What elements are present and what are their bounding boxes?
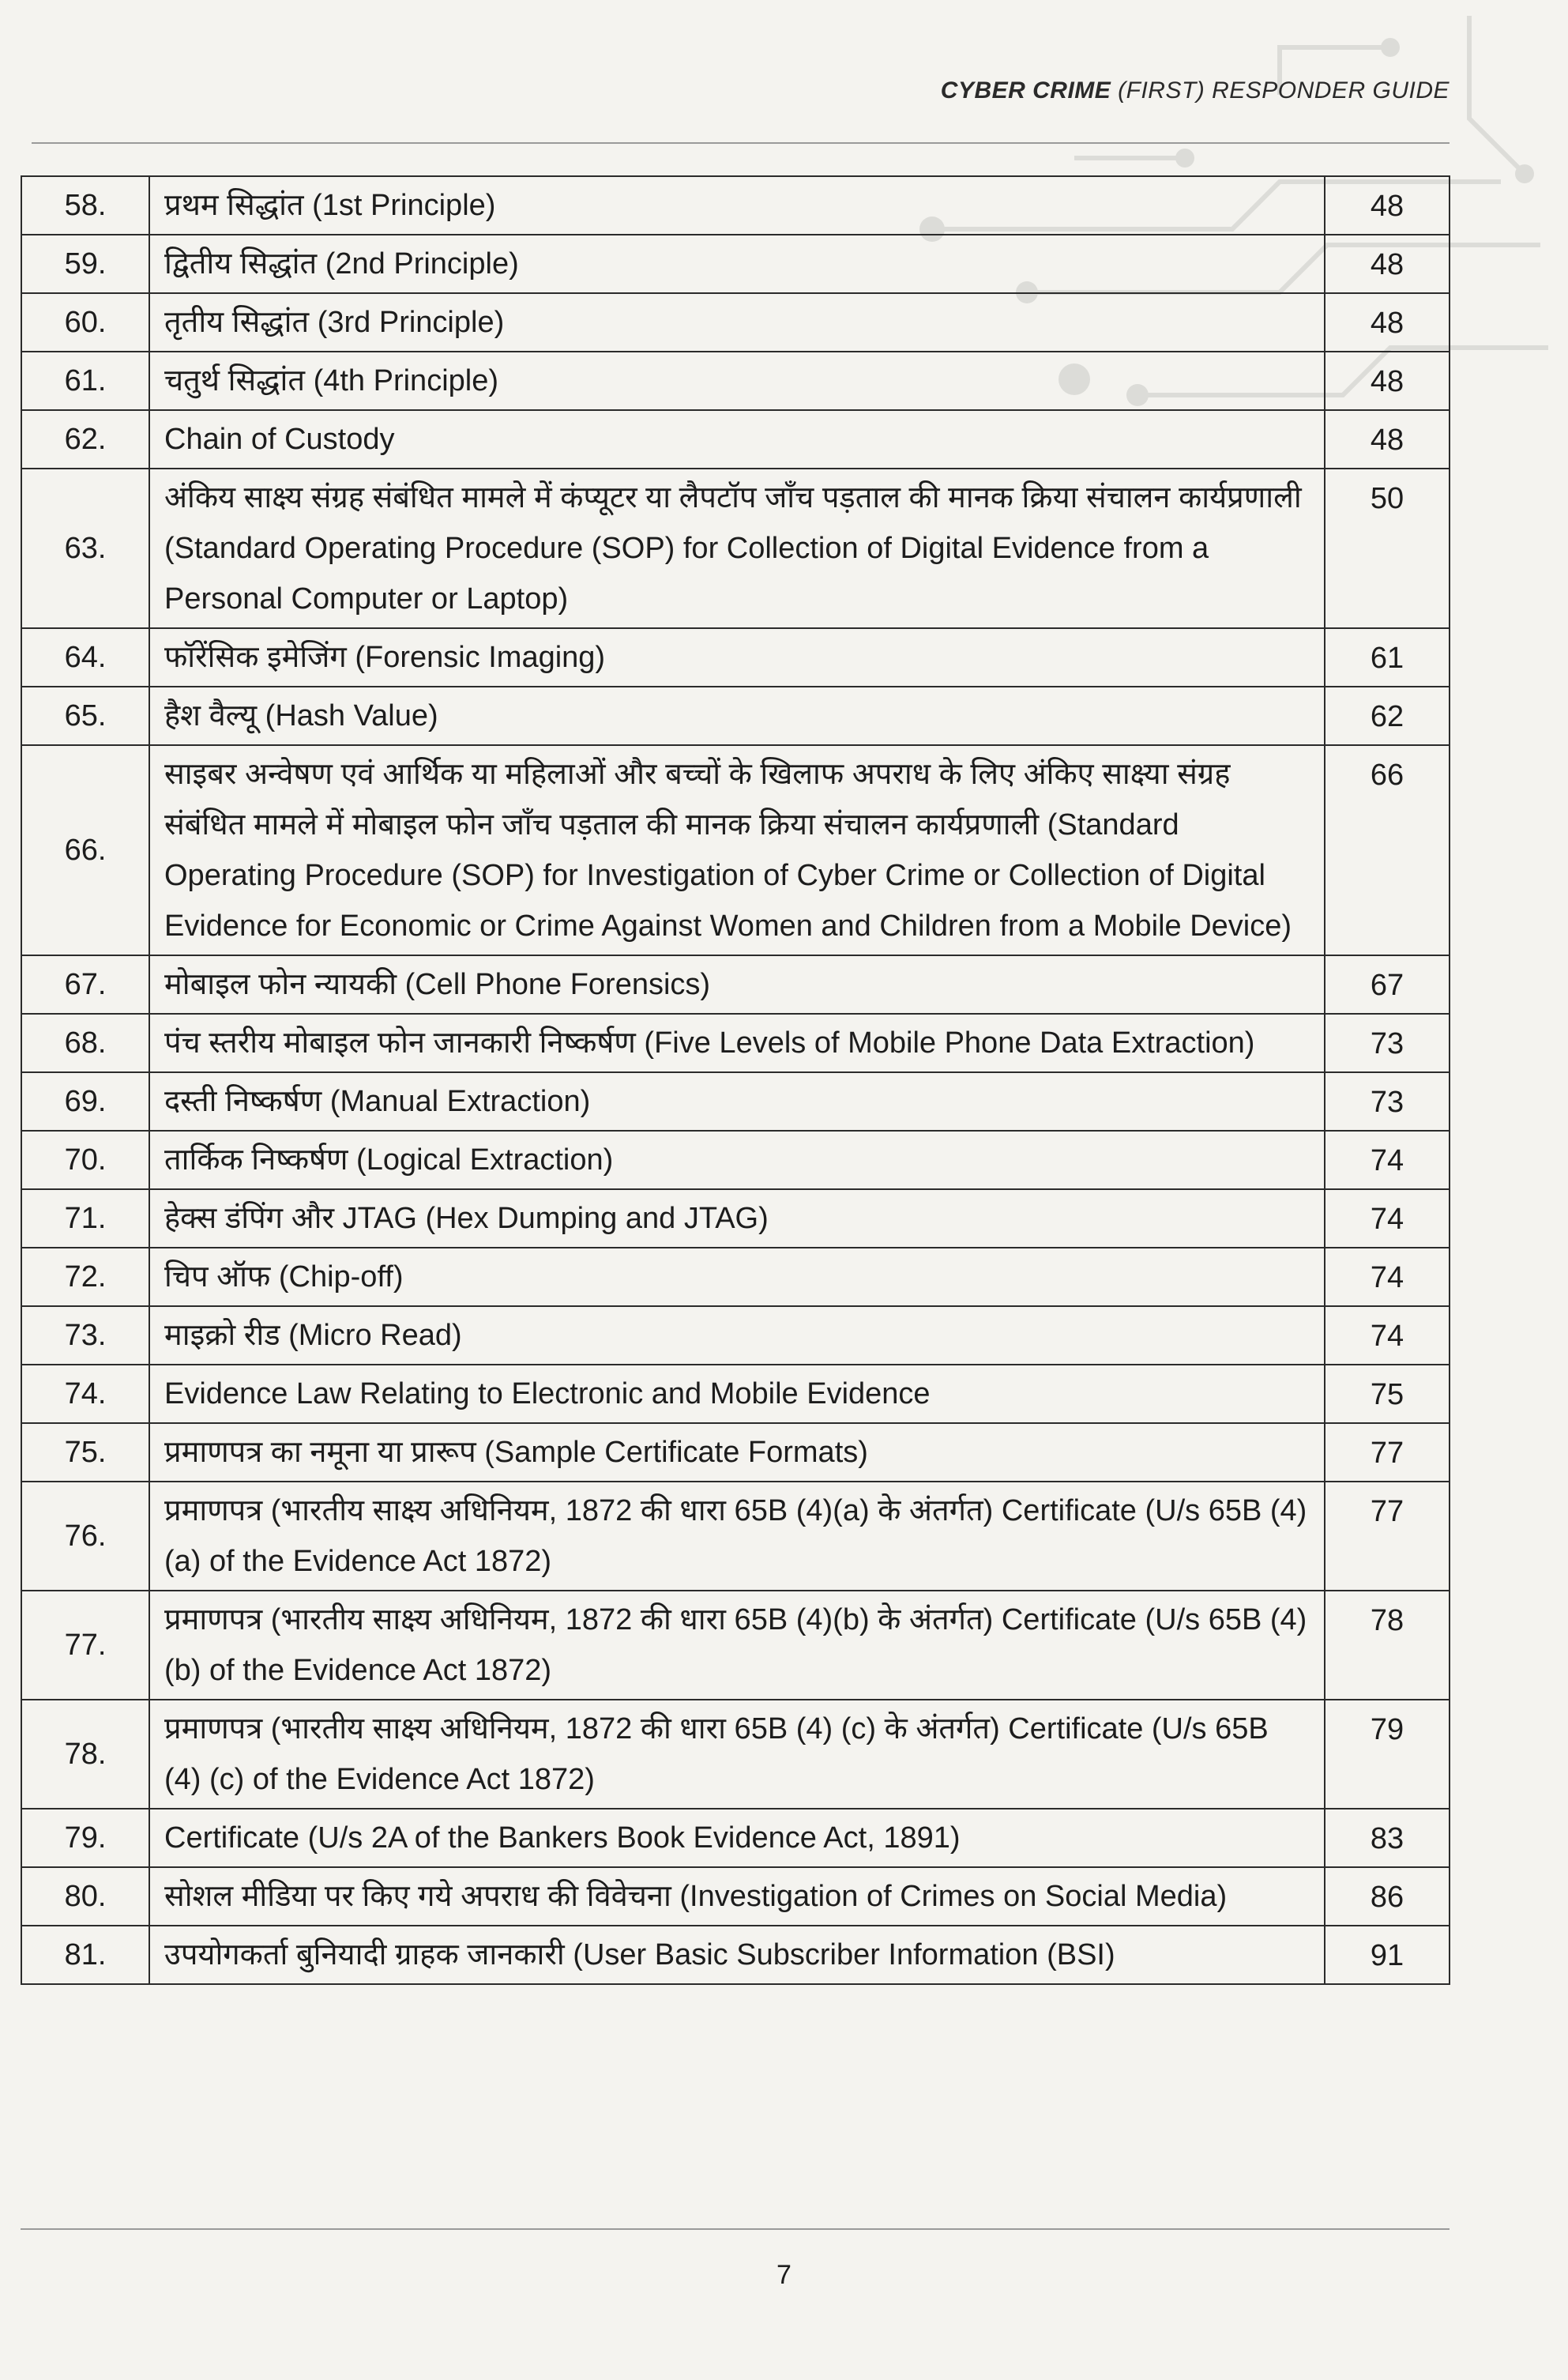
row-number: 71. — [21, 1189, 149, 1248]
contents-table — [21, 175, 1450, 1985]
row-page: 67 — [1325, 955, 1450, 1014]
row-page: 66 — [1325, 745, 1450, 955]
row-title: Chain of Custody — [149, 410, 1325, 469]
row-page: 91 — [1325, 1926, 1450, 1984]
row-page: 75 — [1325, 1365, 1450, 1423]
row-number: 67. — [21, 955, 149, 1014]
row-number: 58. — [21, 176, 149, 235]
row-page: 73 — [1325, 1014, 1450, 1072]
row-number: 59. — [21, 235, 149, 293]
row-number: 81. — [21, 1926, 149, 1984]
row-title: द्वितीय सिद्धांत (2nd Principle) — [149, 235, 1325, 293]
row-title: प्रमाणपत्र का नमूना या प्रारूप (Sample Certificate Formats) — [149, 1423, 1325, 1482]
row-title: प्रमाणपत्र (भारतीय साक्ष्य अधिनियम, 1872 की धारा 65B (4)(b) के अंतर्गत) Certificate (U/s 65B (4) (b) of the Evidence Act 1872) — [149, 1591, 1325, 1700]
row-title: Certificate (U/s 2A of the Bankers Book Evidence Act, 1891) — [149, 1809, 1325, 1867]
row-page: 86 — [1325, 1867, 1450, 1926]
table-row — [21, 1867, 1450, 1926]
row-number: 63. — [21, 469, 149, 628]
table-row — [21, 1926, 1450, 1984]
row-title: माइक्रो रीड (Micro Read) — [149, 1306, 1325, 1365]
row-title: हेक्स डंपिंग और JTAG (Hex Dumping and JTAG) — [149, 1189, 1325, 1248]
row-page: 83 — [1325, 1809, 1450, 1867]
row-page: 50 — [1325, 469, 1450, 628]
table-row — [21, 1189, 1450, 1248]
row-number: 61. — [21, 352, 149, 410]
row-page: 48 — [1325, 235, 1450, 293]
table-row — [21, 352, 1450, 410]
header-title-bold: CYBER CRIME — [940, 77, 1111, 104]
row-page: 77 — [1325, 1482, 1450, 1591]
table-row — [21, 745, 1450, 955]
row-page: 73 — [1325, 1072, 1450, 1131]
table-row — [21, 293, 1450, 352]
table-row — [21, 1306, 1450, 1365]
row-page: 74 — [1325, 1248, 1450, 1306]
table-row — [21, 1423, 1450, 1482]
header-title-light: (FIRST) RESPONDER GUIDE — [1118, 77, 1450, 104]
row-number: 79. — [21, 1809, 149, 1867]
row-number: 68. — [21, 1014, 149, 1072]
row-page: 74 — [1325, 1306, 1450, 1365]
row-number: 64. — [21, 628, 149, 687]
row-page: 78 — [1325, 1591, 1450, 1700]
row-title: प्रमाणपत्र (भारतीय साक्ष्य अधिनियम, 1872 की धारा 65B (4) (c) के अंतर्गत) Certificate (U/s 65B (4) (c) of the Evidence Act 1872) — [149, 1700, 1325, 1809]
row-page: 79 — [1325, 1700, 1450, 1809]
table-row — [21, 1482, 1450, 1591]
row-title: चतुर्थ सिद्धांत (4th Principle) — [149, 352, 1325, 410]
footer-rule — [21, 2228, 1450, 2230]
row-number: 73. — [21, 1306, 149, 1365]
row-title: दस्ती निष्कर्षण (Manual Extraction) — [149, 1072, 1325, 1131]
table-row — [21, 1131, 1450, 1189]
row-number: 66. — [21, 745, 149, 955]
row-title: प्रथम सिद्धांत (1st Principle) — [149, 176, 1325, 235]
row-number: 65. — [21, 687, 149, 745]
row-page: 48 — [1325, 176, 1450, 235]
table-row — [21, 1014, 1450, 1072]
table-row — [21, 1072, 1450, 1131]
table-row — [21, 955, 1450, 1014]
row-page: 74 — [1325, 1189, 1450, 1248]
running-header — [941, 77, 1450, 104]
table-row — [21, 1591, 1450, 1700]
table-row — [21, 469, 1450, 628]
row-title: सोशल मीडिया पर किए गये अपराध की विवेचना (Investigation of Crimes on Social Media) — [149, 1867, 1325, 1926]
table-row — [21, 410, 1450, 469]
row-title: तृतीय सिद्धांत (3rd Principle) — [149, 293, 1325, 352]
table-row — [21, 1248, 1450, 1306]
row-page: 62 — [1325, 687, 1450, 745]
row-title: मोबाइल फोन न्यायकी (Cell Phone Forensics) — [149, 955, 1325, 1014]
row-title: Evidence Law Relating to Electronic and Mobile Evidence — [149, 1365, 1325, 1423]
row-number: 70. — [21, 1131, 149, 1189]
row-number: 78. — [21, 1700, 149, 1809]
table-row — [21, 687, 1450, 745]
table-row — [21, 628, 1450, 687]
row-title: प्रमाणपत्र (भारतीय साक्ष्य अधिनियम, 1872 की धारा 65B (4)(a) के अंतर्गत) Certificate (U/s 65B (4) (a) of the Evidence Act 1872) — [149, 1482, 1325, 1591]
table-row — [21, 176, 1450, 235]
row-title: अंकिय साक्ष्य संग्रह संबंधित मामले में कंप्यूटर या लैपटॉप जाँच पड़ताल की मानक क्रिया संचालन कार्यप्रणाली (Standard Operating Procedure (SOP) for Collection of Digital Evidence from a Personal Computer or Laptop) — [149, 469, 1325, 628]
row-number: 77. — [21, 1591, 149, 1700]
table-row — [21, 1700, 1450, 1809]
row-number: 72. — [21, 1248, 149, 1306]
row-title: चिप ऑफ (Chip-off) — [149, 1248, 1325, 1306]
row-number: 69. — [21, 1072, 149, 1131]
row-title: साइबर अन्वेषण एवं आर्थिक या महिलाओं और बच्चों के खिलाफ अपराध के लिए अंकिए साक्ष्या संग्रह संबंधित मामले में मोबाइल फोन जाँच पड़ताल की मानक क्रिया संचालन कार्यप्रणाली (Standard Operating Procedure (SOP) for Investigation of Cyber Crime or Collection of Digital Evidence for Economic or Crime Against Women and Children from a Mobile Device) — [149, 745, 1325, 955]
row-page: 48 — [1325, 352, 1450, 410]
row-number: 74. — [21, 1365, 149, 1423]
row-number: 62. — [21, 410, 149, 469]
row-title: फॉरेंसिक इमेजिंग (Forensic Imaging) — [149, 628, 1325, 687]
table-row — [21, 1365, 1450, 1423]
header-rule — [32, 142, 1450, 144]
row-number: 80. — [21, 1867, 149, 1926]
row-page: 77 — [1325, 1423, 1450, 1482]
page-number: 7 — [776, 2260, 792, 2290]
row-title: पंच स्तरीय मोबाइल फोन जानकारी निष्कर्षण (Five Levels of Mobile Phone Data Extraction) — [149, 1014, 1325, 1072]
row-page: 48 — [1325, 410, 1450, 469]
table-row — [21, 235, 1450, 293]
row-number: 60. — [21, 293, 149, 352]
table-row — [21, 1809, 1450, 1867]
row-number: 76. — [21, 1482, 149, 1591]
row-page: 61 — [1325, 628, 1450, 687]
row-page: 48 — [1325, 293, 1450, 352]
row-title: तार्किक निष्कर्षण (Logical Extraction) — [149, 1131, 1325, 1189]
row-page: 74 — [1325, 1131, 1450, 1189]
row-title: उपयोगकर्ता बुनियादी ग्राहक जानकारी (User Basic Subscriber Information (BSI) — [149, 1926, 1325, 1984]
row-number: 75. — [21, 1423, 149, 1482]
row-title: हैश वैल्यू (Hash Value) — [149, 687, 1325, 745]
